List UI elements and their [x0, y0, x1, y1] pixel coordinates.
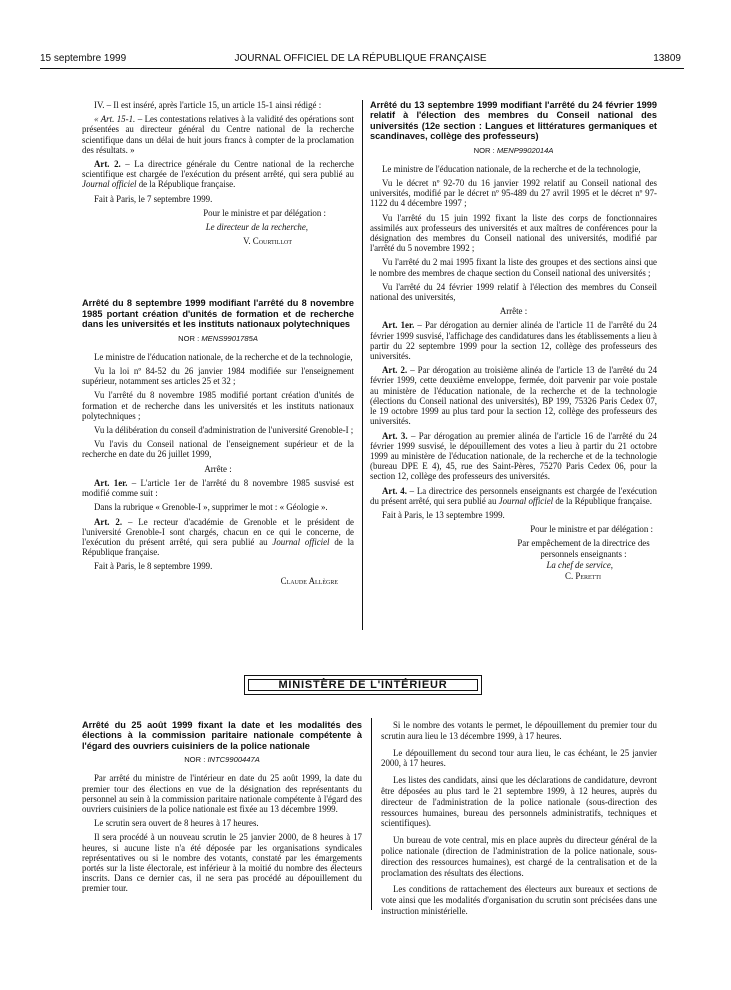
- article-15-1-body: – Les contestations relatives à la validité des opérations sont présentées au directeur général du Centre national de la recherche scientifique dans un délai de huit jours francs à compter de la proclamation des résultats. »: [82, 114, 354, 155]
- fait-a-paris: Fait à Paris, le 13 septembre 1999.: [382, 509, 505, 520]
- visa-arrete-1985: Vu l'arrêté du 8 novembre 1985 modifié portant création d'unités de formation et de recherche dans les universités et les instituts nationaux polytechniques ;: [82, 390, 354, 421]
- article-4-journal: Journal officiel: [498, 495, 554, 506]
- article-1: [82, 478, 354, 498]
- nor-label: NOR :: [184, 755, 206, 765]
- right-column-bottom: [381, 720, 657, 921]
- signatory-name: C. Peretti: [565, 570, 601, 581]
- left-column-top: [82, 100, 354, 590]
- article-1: [370, 320, 657, 361]
- right-column-top: [370, 100, 657, 585]
- ministry-banner: [244, 675, 482, 695]
- article-2-label: Art. 2.: [94, 159, 121, 170]
- fait-a-paris: Fait à Paris, le 7 septembre 1999.: [94, 193, 213, 204]
- column-divider-top: [362, 100, 363, 630]
- article-2-body-a: – Le recteur d'académie de Grenoble et le président de l'université Grenoble-I sont chargés, chacun en ce qui le concerne, de l'exécution du présent arrêté, qui sera publié au: [82, 516, 354, 547]
- elections-date-paragraph: Par arrêté du ministre de l'intérieur en date du 25 août 1999, la date du premier tour des élections en vue de la désignation des représentants du personnel au sein à la commission paritaire nationale compétente à l'égard des ouvriers cuisiniers de la police nationale est fixée au 13 décembre 1999.: [82, 773, 362, 815]
- arrete-heading: Arrête :: [499, 306, 528, 317]
- article-2-body-b: de la République française.: [136, 179, 236, 190]
- article-15-1-label: « Art. 15-1.: [94, 114, 136, 125]
- depouillement-second: Le dépouillement du second tour aura lieu, le cas échéant, le 25 janvier 2000, à 17 heures.: [381, 747, 657, 769]
- article-2: [370, 365, 657, 426]
- visa-arrete-1995: Vu l'arrêté du 2 mai 1995 fixant la liste des groupes et des sections ainsi que le nombre des membres de chaque section du Conseil national des universités ;: [370, 257, 657, 278]
- article-2-grenoble: [82, 517, 354, 558]
- article-2-label: Art. 2.: [382, 365, 408, 376]
- article-15-1-text: [82, 114, 354, 155]
- header-date: 15 septembre 1999: [40, 53, 127, 64]
- nor-label: NOR :: [178, 333, 200, 343]
- decree-title-cnu: Arrêté du 13 septembre 1999 modifiant l'arrêté du 24 février 1999 relatif à l'élection des membres du Conseil national des universités (12e section : Langues et littératures germaniques et scandinaves, collège des professeurs): [370, 100, 657, 142]
- article-1-body: – Par dérogation au dernier alinéa de l'article 11 de l'arrêté du 24 février 1999 susvisé, l'affichage des candidatures dans les établissements a lieu à partir du 22 septembre 1999 pour la section 12, collège des professeurs des universités.: [370, 320, 657, 362]
- article-2-label: Art. 2.: [94, 516, 123, 527]
- article-2-body: – Par dérogation au troisième alinéa de l'article 13 de l'arrêté du 24 février 1999, cette deuxième enveloppe, fermée, doit parvenir par voie postale au ministère de l'éducation nationale, de la recherche et de la technologie (élections du Conseil national des universités), BP 199, 75326 Paris Cedex 07, le 19 octobre 1999 au plus tard pour la section 12, collège des professeurs des universités.: [370, 365, 658, 427]
- article-2-body-b: de la République française.: [82, 536, 354, 558]
- decree-title-elections: Arrêté du 25 août 1999 fixant la date et les modalités des élections à la commission paritaire nationale compétente à l'égard des ouvriers cuisiniers de la police nationale: [82, 720, 362, 751]
- article-3: [370, 431, 657, 482]
- nor-code: MENS9901785A: [201, 333, 258, 343]
- depouillement-first: Si le nombre des votants le permet, le dépouillement du premier tour du scrutin aura lieu le 13 décembre 1999, à 17 heures.: [381, 720, 657, 741]
- rubrique-grenoble: Dans la rubrique « Grenoble-I », supprimer le mot : « Géologie ».: [94, 502, 328, 513]
- decree-title-ufr: Arrêté du 8 septembre 1999 modifiant l'arrêté du 8 novembre 1985 portant création d'unités de formation et de recherche dans les universités et les instituts nationaux polytechniques: [82, 298, 354, 330]
- candidate-lists: Les listes des candidats, ainsi que les déclarations de candidature, devront être déposées au plus tard le 21 septembre 1999, à 12 heures, auprès du directeur de l'administration de la police nationale (sous-direction des ressources humaines, bureau des personnels administratifs, techniques et scientifiques).: [381, 775, 657, 829]
- rattachement-conditions: Les conditions de rattachement des électeurs aux bureaux et sections de vote ainsi que les modalités d'organisation du scrutin sont précisées dans une instruction ministérielle.: [381, 884, 657, 916]
- column-divider-bottom: [371, 718, 372, 910]
- visa-loi-84-52: Vu la loi nº 84-52 du 26 janvier 1984 modifiée sur l'enseignement supérieur, notamment ses articles 25 et 32 ;: [82, 366, 354, 387]
- article-1-body: – L'article 1er de l'arrêté du 8 novembre 1985 susvisé est modifié comme suit :: [82, 477, 354, 499]
- visa-deliberation: Vu la délibération du conseil d'administration de l'université Grenoble-I ;: [94, 425, 354, 436]
- article-4-body-b: de la République française.: [553, 495, 652, 506]
- arrete-heading: Arrête :: [204, 463, 232, 474]
- signatory-role-text: La chef de service,: [546, 559, 613, 570]
- empechement-line: Par empêchement de la directrice des personnels enseignants :: [517, 538, 650, 559]
- minister-preamble: Le ministre de l'éducation nationale, de la recherche et de la technologie,: [94, 351, 353, 362]
- article-2-cnrs: [82, 159, 354, 190]
- minister-preamble: Le ministre de l'éducation nationale, de la recherche et de la technologie,: [382, 163, 641, 174]
- article-2-body-a: – La directrice générale du Centre national de la recherche scientifique est chargée de l'exécution du présent arrêté, qui sera publié au: [82, 159, 354, 180]
- visa-arrete-1999: Vu l'arrêté du 24 février 1999 relatif à l'élection des membres du Conseil national des universités,: [370, 281, 657, 303]
- second-scrutin-paragraph: Il sera procédé à un nouveau scrutin le 25 janvier 2000, de 8 heures à 17 heures, si aucune liste n'a été déposée par les organisations syndicales représentatives ou si le nombre des votants, constaté par les émargements portés sur la liste électorale, est inférieur à la moitié du nombre des électeurs inscrits. Dans ce dernier cas, il ne sera pas procédé au dépouillement du premier tour.: [82, 832, 362, 894]
- signatory-role: [370, 560, 657, 570]
- page-header: [40, 53, 681, 67]
- nor-reference: [82, 334, 354, 344]
- delegation-line: Pour le ministre et par délégation :: [530, 524, 653, 535]
- visa-arrete-1992: Vu l'arrêté du 15 juin 1992 fixant la liste des corps de fonctionnaires assimilés aux professeurs des universités et aux maîtres de conférences pour la désignation des membres du Conseil national des universités, modifié par l'arrêté du 5 novembre 1992 ;: [370, 212, 657, 254]
- article-2-journal: Journal officiel: [82, 179, 137, 190]
- signatory-name: V. Courtillot: [243, 236, 292, 247]
- header-page-number: 13809: [653, 53, 681, 64]
- article-3-label: Art. 3.: [382, 430, 408, 441]
- nor-label: NOR :: [473, 145, 495, 155]
- article-3-body: – Par dérogation au premier alinéa de l'article 16 de l'arrêté du 24 février 1999 susvisé, le dépouillement des votes a lieu à partir du 21 octobre 1999 au ministère de l'éducation nationale, de la recherche et de la technologie (bureau DPE E 4), 45, rue des Saint-Pères, 75270 Paris Cedex 06, pour la section 12, collège des professeurs des universités.: [370, 430, 657, 482]
- article-1-label: Art. 1er.: [94, 477, 128, 488]
- visa-decret-92-70: Vu le décret nº 92-70 du 16 janvier 1992 relatif au Conseil national des universités, modifié par le décret nº 95-489 du 27 avril 1995 et le décret nº 97-1122 du 4 décembre 1997 ;: [370, 178, 657, 209]
- scrutin-hours: Le scrutin sera ouvert de 8 heures à 17 heures.: [94, 818, 259, 829]
- left-column-bottom: [82, 720, 362, 898]
- signatory-name: Claude Allègre: [280, 575, 338, 586]
- central-voting-office: Un bureau de vote central, mis en place auprès du directeur général de la police nationale (direction de l'administration de la police nationale, sous-direction des ressources humaines), est chargé de la centralisation et de la proclamation des résultats des élections.: [381, 835, 657, 878]
- article-iv-text: IV. – Il est inséré, après l'article 15, un article 15-1 ainsi rédigé :: [94, 100, 322, 110]
- header-journal-title: JOURNAL OFFICIEL DE LA RÉPUBLIQUE FRANÇAISE: [234, 53, 487, 64]
- nor-code: MENP9902014A: [496, 145, 554, 155]
- fait-a-paris: Fait à Paris, le 8 septembre 1999.: [94, 561, 213, 572]
- article-4: [370, 486, 657, 506]
- article-1-label: Art. 1er.: [382, 320, 415, 331]
- nor-reference: [370, 146, 657, 156]
- article-4-body-a: – La directrice des personnels enseignants est chargée de l'exécution du présent arrêté, qui sera publié au: [370, 485, 657, 506]
- delegation-line: Pour le ministre et par délégation :: [203, 207, 326, 218]
- ministry-banner-label: MINISTÈRE DE L'INTÉRIEUR: [248, 679, 478, 691]
- nor-code: INTC9900447A: [207, 755, 260, 765]
- article-4-label: Art. 4.: [382, 485, 407, 496]
- nor-reference: [82, 755, 362, 765]
- header-rule: [40, 68, 684, 69]
- visa-avis-cneser: Vu l'avis du Conseil national de l'enseignement supérieur et de la recherche en date du 26 juillet 1999,: [82, 439, 354, 460]
- signatory-role-text: Le directeur de la recherche,: [205, 222, 308, 233]
- signatory-role: [82, 222, 354, 232]
- article-2-journal: Journal officiel: [272, 536, 330, 547]
